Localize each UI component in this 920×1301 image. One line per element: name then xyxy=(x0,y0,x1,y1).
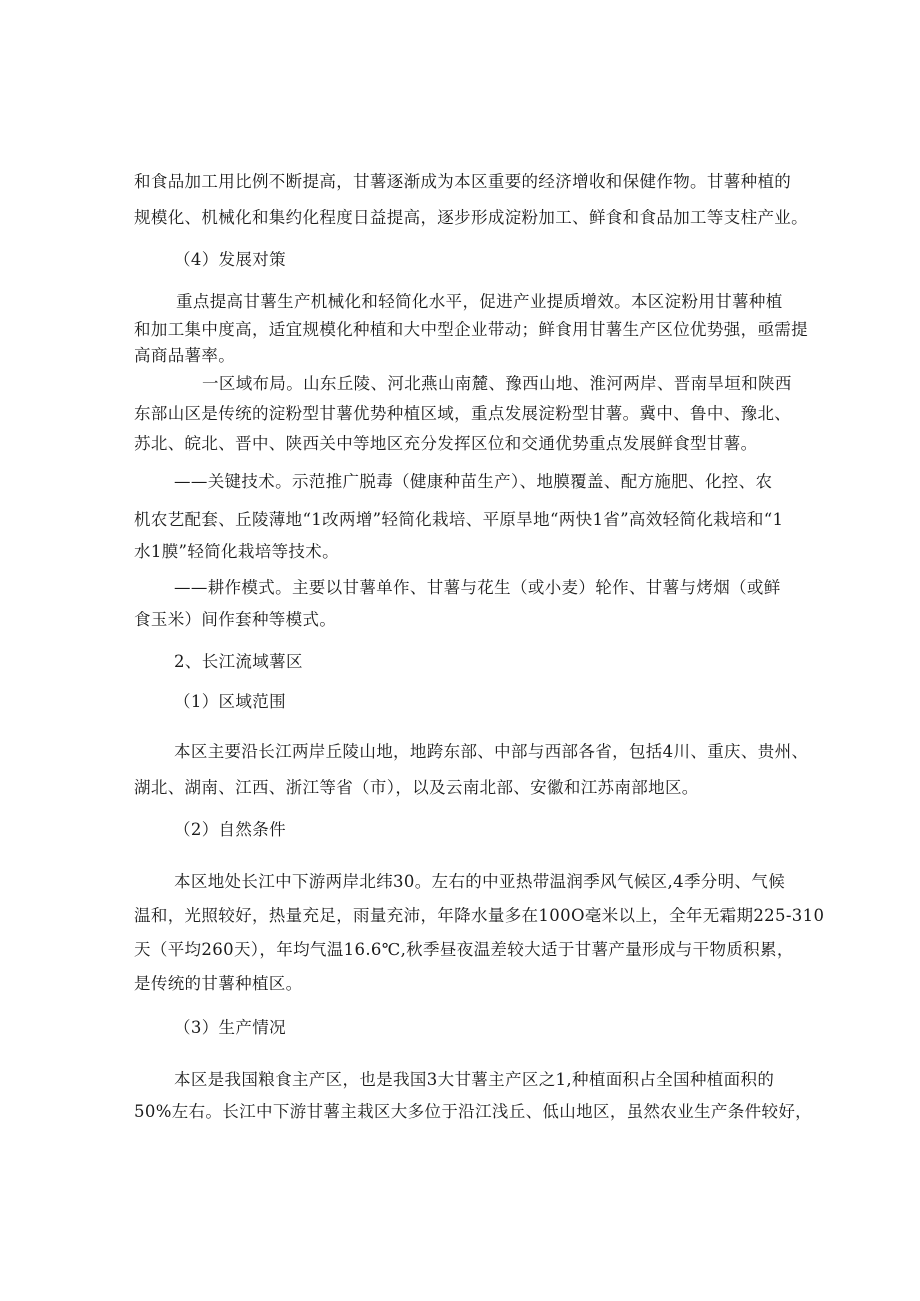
body-text-line: 一区域布局。山东丘陵、河北燕山南麓、豫西山地、淮河两岸、晋南旱垣和陕西 xyxy=(202,374,792,393)
section-heading-natural-conditions: （2）自然条件 xyxy=(174,820,286,839)
section-heading-production: （3）生产情况 xyxy=(174,1018,286,1037)
body-text-line: 和食品加工用比例不断提高，甘薯逐渐成为本区重要的经济增收和保健作物。甘薯种植的 xyxy=(134,172,792,191)
body-text-line: 本区主要沿长江两岸丘陵山地，地跨东部、中部与西部各省，包括4川、重庆、贵州、 xyxy=(174,742,809,761)
body-text-line: 湖北、湖南、江西、浙江等省（市），以及云南北部、安徽和江苏南部地区。 xyxy=(134,778,699,797)
body-text-line: 机农艺配套、丘陵薄地“1改两增”轻简化栽培、平原旱地“两快1省”高效轻简化栽培和“1 xyxy=(134,510,784,529)
body-text-line: 和加工集中度高，适宜规模化种植和大中型企业带动；鲜食用甘薯生产区位优势强，亟需提 xyxy=(134,320,808,339)
body-text-line: 食玉米）间作套种等模式。 xyxy=(134,610,337,629)
body-text-line: 是传统的甘薯种植区。 xyxy=(134,974,303,993)
section-heading-yangtze: 2、长江流域薯区 xyxy=(174,652,303,671)
body-text-line: 50%左右。长江中下游甘薯主栽区大多位于沿江浅丘、低山地区，虽然农业生产条件较好， xyxy=(134,1102,813,1121)
body-text-line: 规模化、机械化和集约化程度日益提高，逐步形成淀粉加工、鲜食和食品加工等支柱产业。 xyxy=(134,208,808,227)
body-text-line: 高商品薯率。 xyxy=(134,346,236,365)
body-text-line: 本区是我国粮食主产区，也是我国3大甘薯主产区之1,种植面积占全国种植面积的 xyxy=(174,1070,775,1089)
body-text-line: 苏北、皖北、晋中、陕西关中等地区充分发挥区位和交通优势重点发展鲜食型甘薯。 xyxy=(134,434,758,453)
body-text-line: 本区地处长江中下游两岸北纬30。左右的中亚热带温润季风气候区,4季分明、气候 xyxy=(174,872,786,891)
body-text-line: ——耕作模式。主要以甘薯单作、甘薯与花生（或小麦）轮作、甘薯与烤烟（或鲜 xyxy=(174,578,781,597)
body-text-line: 重点提高甘薯生产机械化和轻简化水平，促进产业提质增效。本区淀粉用甘薯种植 xyxy=(176,292,783,311)
body-text-line: 天（平均260天），年均气温16.6℃,秋季昼夜温差较大适于甘薯产量形成与干物质积累， xyxy=(134,940,794,959)
section-heading-region-scope: （1）区域范围 xyxy=(174,692,286,711)
body-text-line: ——关键技术。示范推广脱毒（健康种苗生产）、地膜覆盖、配方施肥、化控、农 xyxy=(174,472,773,491)
body-text-line: 温和，光照较好，热量充足，雨量充沛，年降水量多在100O毫米以上，全年无霜期225-310 xyxy=(134,906,825,925)
body-text-line: 水1膜”轻简化栽培等技术。 xyxy=(134,542,339,561)
body-text-line: 东部山区是传统的淀粉型甘薯优势种植区域，重点发展淀粉型甘薯。冀中、鲁中、豫北、 xyxy=(134,404,792,423)
section-heading-countermeasures: （4）发展对策 xyxy=(174,250,286,269)
